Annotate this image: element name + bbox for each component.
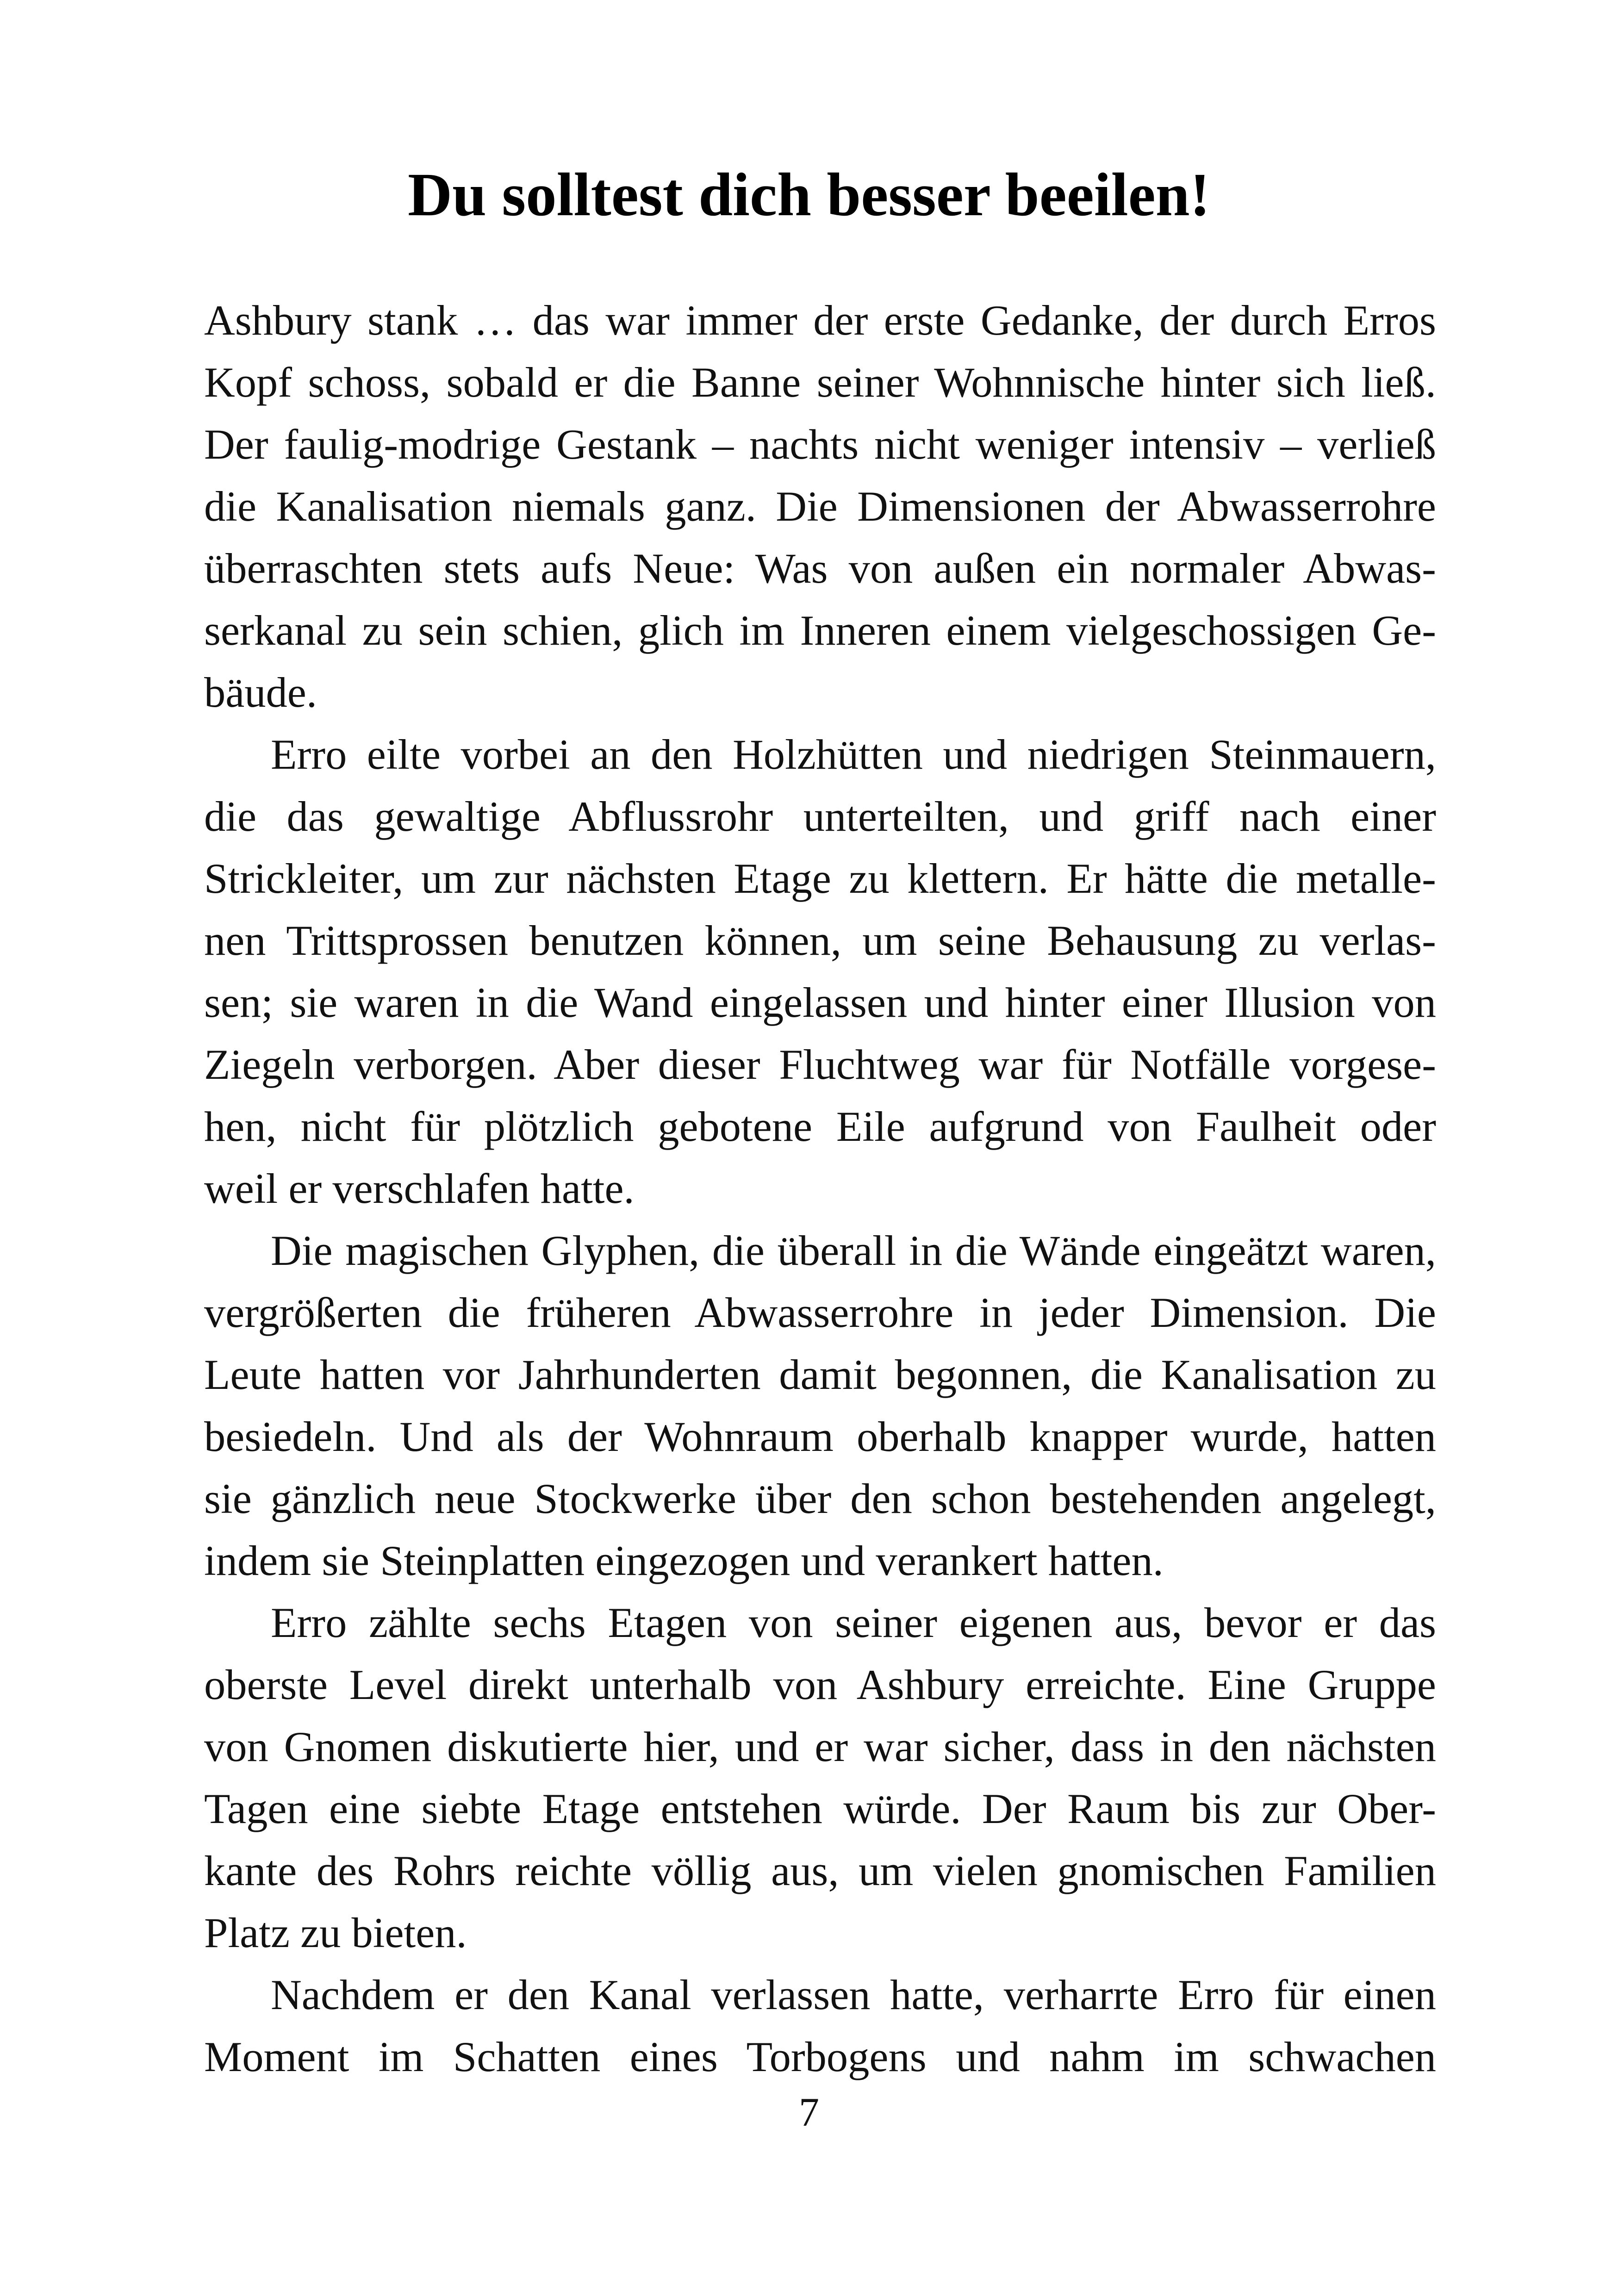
text-line: besiedeln. Und als der Wohnraum oberhalb knapper wurde, hatten <box>204 1413 1436 1461</box>
text-line: Kopf schoss, sobald er die Banne seiner Wohnnische hinter sich ließ. <box>204 359 1436 406</box>
text-line: weil er verschlafen hatte. <box>204 1165 635 1213</box>
text-line: Strickleiter, um zur nächsten Etage zu klettern. Er hätte die metalle- <box>204 855 1436 902</box>
text-line: vergrößerten die früheren Abwasserrohre in jeder Dimension. Die <box>204 1289 1436 1337</box>
text-line: sie gänzlich neue Stockwerke über den schon bestehenden angelegt, <box>204 1475 1436 1523</box>
text-line: die das gewaltige Abflussrohr unterteilten, und griff nach einer <box>204 793 1436 840</box>
text-line: bäude. <box>204 669 317 716</box>
text-line: überraschten stets aufs Neue: Was von außen ein normaler Abwas- <box>204 545 1436 592</box>
text-line: Erro eilte vorbei an den Holzhütten und niedrigen Steinmauern, <box>271 731 1436 778</box>
paragraph-2 <box>204 724 1436 1220</box>
text-line: serkanal zu sein schien, glich im Inneren einem vielgeschossigen Ge- <box>204 607 1436 654</box>
body-text <box>204 290 1436 2088</box>
paragraph-1 <box>204 290 1436 724</box>
text-line: Ashbury stank … das war immer der erste Gedanke, der durch Erros <box>204 297 1436 344</box>
text-line: hen, nicht für plötzlich gebotene Eile aufgrund von Faulheit oder <box>204 1103 1436 1151</box>
text-line: Nachdem er den Kanal verlassen hatte, verharrte Erro für einen <box>271 1972 1436 2019</box>
text-line: die Kanalisation niemals ganz. Die Dimensionen der Abwasserrohre <box>204 483 1436 530</box>
text-line: Die magischen Glyphen, die überall in die Wände eingeätzt waren, <box>271 1227 1436 1275</box>
text-line: kante des Rohrs reichte völlig aus, um vielen gnomischen Familien <box>204 1848 1436 1895</box>
text-line: Leute hatten vor Jahrhunderten damit begonnen, die Kanalisation zu <box>204 1351 1436 1399</box>
text-line: oberste Level direkt unterhalb von Ashbury erreichte. Eine Gruppe <box>204 1661 1436 1709</box>
text-line: von Gnomen diskutierte hier, und er war sicher, dass in den nächsten <box>204 1724 1436 1771</box>
text-line: Tagen eine siebte Etage entstehen würde. Der Raum bis zur Ober- <box>204 1786 1436 1833</box>
paragraph-4 <box>204 1592 1436 1964</box>
text-line: indem sie Steinplatten eingezogen und verankert hatten. <box>204 1537 1164 1585</box>
text-line: Ziegeln verborgen. Aber dieser Fluchtweg war für Notfälle vorgese- <box>204 1041 1436 1089</box>
paragraph-5 <box>204 1964 1436 2088</box>
text-line: nen Trittsprossen benutzen können, um seine Behausung zu verlas- <box>204 917 1436 964</box>
page-number: 7 <box>799 2090 819 2135</box>
chapter-title: Du solltest dich besser beeilen! <box>408 160 1210 229</box>
text-line: sen; sie waren in die Wand eingelassen und hinter einer Illusion von <box>204 979 1436 1027</box>
text-line: Der faulig-modrige Gestank – nachts nicht weniger intensiv – verließ <box>204 421 1436 468</box>
text-line: Erro zählte sechs Etagen von seiner eigenen aus, bevor er das <box>271 1599 1436 1647</box>
paragraph-3 <box>204 1220 1436 1592</box>
text-line: Moment im Schatten eines Torbogens und nahm im schwachen <box>204 2034 1436 2081</box>
text-line: Platz zu bieten. <box>204 1910 467 1957</box>
